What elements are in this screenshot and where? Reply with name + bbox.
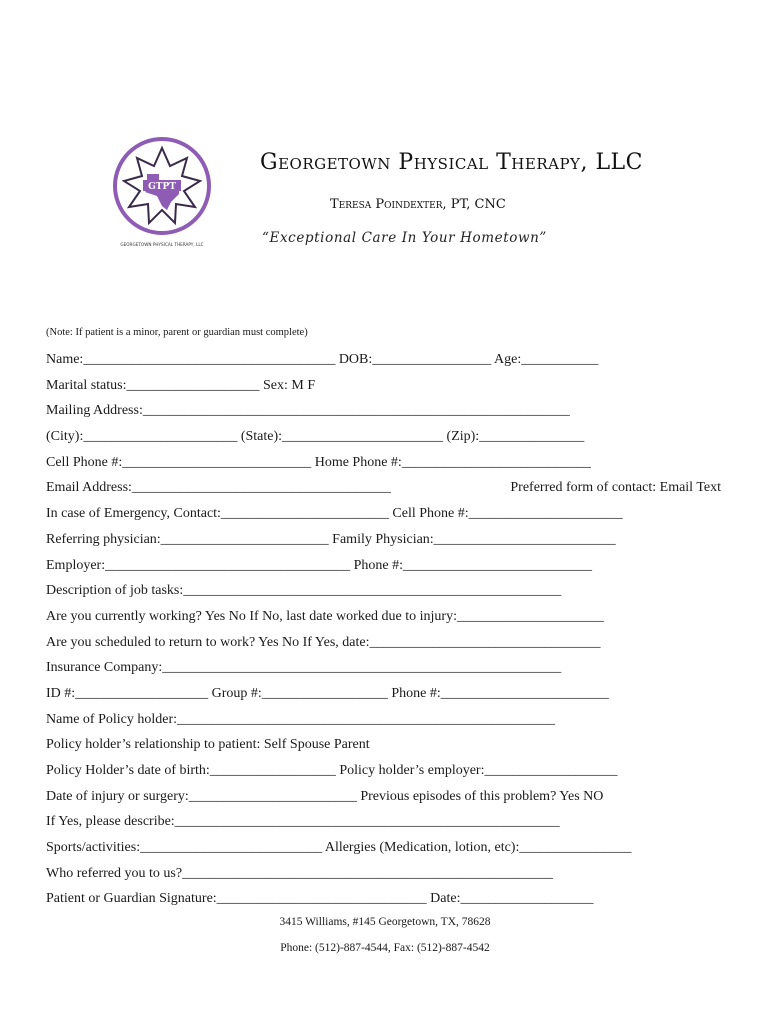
form-row <box>46 732 721 758</box>
form-row <box>46 681 721 707</box>
form-row <box>46 630 721 656</box>
form-row <box>46 707 721 733</box>
form-row <box>46 501 721 527</box>
form-field-line[interactable]: Insurance Company:_________________________________________________________ <box>46 660 562 676</box>
form-field-line[interactable]: Employer:___________________________________ Phone #:___________________________ <box>46 557 592 573</box>
minor-note: (Note: If patient is a minor, parent or guardian must complete) <box>46 327 308 338</box>
clinic-address: 3415 Williams, #145 Georgetown, TX, 78628 <box>279 916 491 928</box>
tagline: “Exceptional Care In Your Hometown” <box>262 230 547 246</box>
form-row <box>46 809 721 835</box>
firm-name: Georgetown Physical Therapy, LLC <box>260 150 644 175</box>
form-field-line[interactable]: Date of injury or surgery:________________________ Previous episodes of this problem? Yes NO <box>46 788 604 804</box>
owner-name: Teresa Poindexter, PT, CNC <box>330 197 506 212</box>
form-field-line[interactable]: Marital status:___________________ Sex: M F <box>46 377 316 393</box>
form-row <box>46 784 721 810</box>
form-field-line[interactable]: (City):______________________ (State):_______________________ (Zip):_______________ <box>46 429 585 445</box>
form-field-line[interactable]: Name:____________________________________ DOB:_________________ Age:___________ <box>46 352 599 367</box>
clinic-phone-fax: Phone: (512)-887-4544, Fax: (512)-887-4542 <box>280 942 490 954</box>
form-row <box>46 424 721 450</box>
form-field-line[interactable]: Mailing Address:_____________________________________________________________ <box>46 403 570 419</box>
logo-monogram: GTPT <box>148 182 176 192</box>
gtpt-logo <box>107 136 217 248</box>
form-row <box>46 373 721 399</box>
form-field-line[interactable]: Who referred you to us?_____________________________________________________ <box>46 865 554 881</box>
logo-caption: GEORGETOWN PHYSICAL THERAPY, LLC <box>120 242 204 247</box>
form-row <box>46 578 721 604</box>
form-field-line[interactable]: Sports/activities:__________________________ Allergies (Medication, lotion, etc):________________ <box>46 840 632 856</box>
form-row <box>46 861 721 887</box>
form-field-line[interactable]: Cell Phone #:___________________________ Home Phone #:___________________________ <box>46 454 591 470</box>
form-row <box>46 475 721 501</box>
form-field-line[interactable]: Name of Policy holder:______________________________________________________ <box>46 711 556 727</box>
form-field-line[interactable]: Preferred form of contact: Email Text <box>510 480 721 496</box>
form-field-line[interactable]: Are you scheduled to return to work? Yes No If Yes, date:_________________________________ <box>46 634 601 650</box>
form-row <box>46 527 721 553</box>
form-field-line[interactable]: Policy Holder’s date of birth:__________________ Policy holder’s employer:___________________ <box>46 763 618 778</box>
form-field-line[interactable]: Patient or Guardian Signature:______________________________ Date:___________________ <box>46 891 594 907</box>
form-field-line[interactable]: In case of Emergency, Contact:________________________ Cell Phone #:______________________ <box>46 506 623 522</box>
form-field-line[interactable]: Are you currently working? Yes No If No, last date worked due to injury:_____________________ <box>46 608 604 624</box>
form-row <box>46 886 721 912</box>
form-row <box>46 398 721 424</box>
intake-form <box>46 347 721 912</box>
form-field-line[interactable]: Policy holder’s relationship to patient: Self Spouse Parent <box>46 737 370 753</box>
form-row <box>46 835 721 861</box>
form-row <box>46 604 721 630</box>
form-row <box>46 347 721 373</box>
form-row <box>46 758 721 784</box>
form-row <box>46 450 721 476</box>
form-field-line[interactable]: If Yes, please describe:_______________________________________________________ <box>46 814 560 830</box>
form-field-line[interactable]: Email Address:_____________________________________ <box>46 480 391 496</box>
form-row <box>46 553 721 579</box>
form-row <box>46 655 721 681</box>
form-field-line[interactable]: Description of job tasks:______________________________________________________ <box>46 583 562 599</box>
form-field-line[interactable]: Referring physician:________________________ Family Physician:__________________________ <box>46 531 616 547</box>
form-field-line[interactable]: ID #:___________________ Group #:__________________ Phone #:________________________ <box>46 685 609 701</box>
